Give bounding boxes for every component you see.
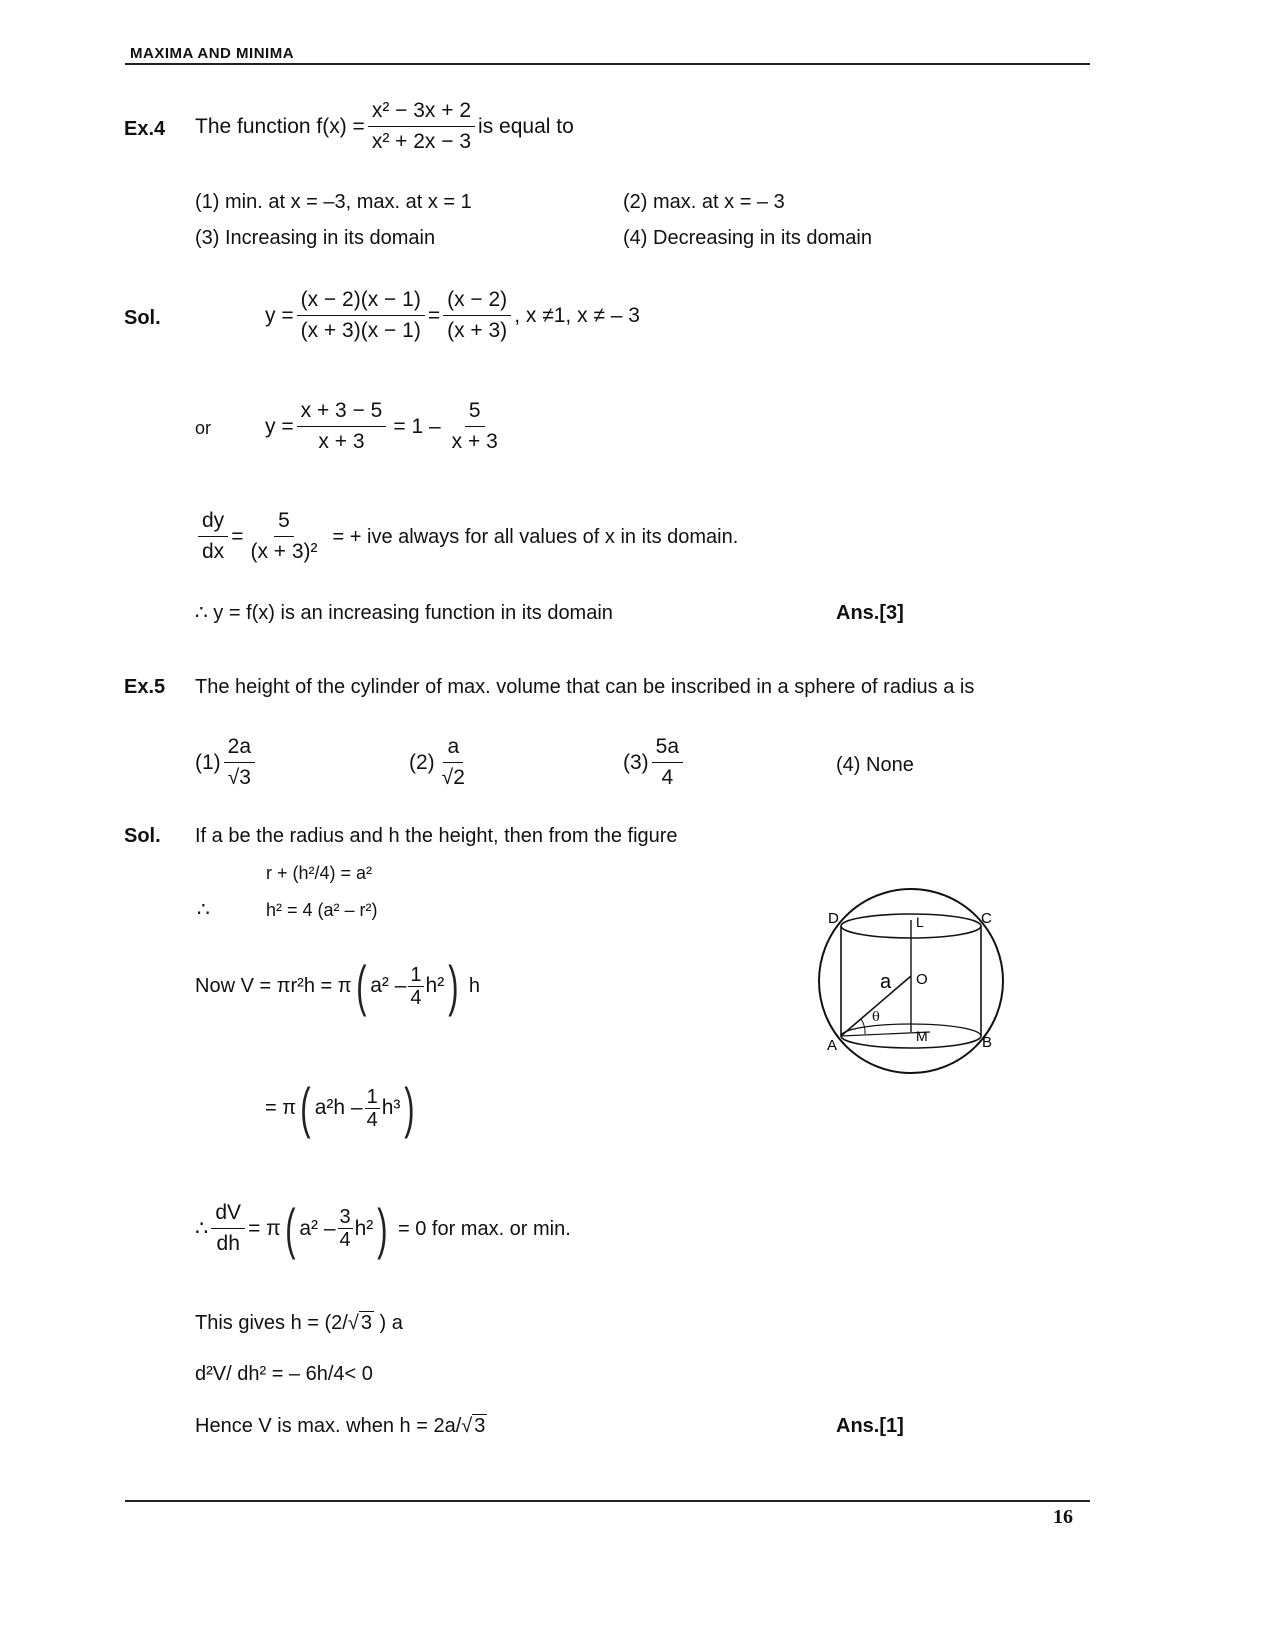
expanded-quarter-fraction bbox=[365, 1086, 380, 1131]
derivative-den: (x + 3)² bbox=[250, 540, 318, 563]
volume-quarter-num: 1 bbox=[410, 963, 422, 986]
sol4-fraction-4-num: 5 bbox=[465, 398, 485, 427]
eq-pi: = π bbox=[265, 1097, 297, 1119]
sol4-derivative bbox=[195, 508, 738, 565]
ex4-option-3: (3) Increasing in its domain bbox=[195, 227, 436, 249]
ex5-opt3-den: 4 bbox=[661, 766, 674, 789]
ex4-option-4: (4) Decreasing in its domain bbox=[623, 227, 872, 249]
label-a-point: A bbox=[827, 1037, 838, 1054]
sphere-cylinder-figure bbox=[810, 880, 1020, 1080]
ex5-option-4: (4) None bbox=[836, 754, 914, 776]
dy-dx-fraction bbox=[198, 508, 228, 565]
ex5-opt2-num: a bbox=[443, 734, 463, 763]
volume-h2: h² bbox=[425, 974, 445, 997]
ex5-opt2-fraction bbox=[438, 734, 469, 791]
sol5-line-1: If a be the radius and h the height, then from the figure bbox=[195, 825, 678, 847]
ex5-option-1 bbox=[195, 734, 258, 791]
page-number: 16 bbox=[1053, 1506, 1073, 1528]
sol4-equals: = bbox=[427, 303, 441, 327]
sol5-line-2: r + (h²/4) = a² bbox=[266, 863, 373, 883]
theta-arc bbox=[861, 1019, 865, 1034]
ex5-option-2 bbox=[409, 734, 472, 791]
ex5-option-3 bbox=[623, 734, 686, 791]
label-b: B bbox=[982, 1034, 993, 1051]
hence-prefix: Hence V is max. when h = 2a/ bbox=[195, 1415, 462, 1437]
ex4-denominator: x² + 2x − 3 bbox=[371, 130, 472, 153]
sol4-fraction-1-den: (x + 3)(x − 1) bbox=[300, 319, 421, 342]
radius-ao bbox=[841, 976, 911, 1036]
left-paren: ( bbox=[300, 1076, 311, 1139]
expanded-a2h: a²h – bbox=[314, 1096, 363, 1119]
sol4-fraction-2-num: (x − 2) bbox=[443, 287, 511, 316]
ex4-question bbox=[195, 98, 574, 155]
ex5-opt1-fraction bbox=[224, 734, 255, 791]
dv-three-num: 3 bbox=[339, 1206, 351, 1228]
derivative-value-fraction bbox=[246, 508, 321, 565]
label-a-radius: a bbox=[880, 971, 892, 993]
sol4-fraction-1-num: (x − 2)(x − 1) bbox=[297, 287, 425, 316]
ex5-opt3-num: 5a bbox=[652, 734, 683, 763]
sol4-fraction-2-den: (x + 3) bbox=[447, 319, 508, 342]
cylinder-bottom-ellipse bbox=[841, 1036, 981, 1048]
volume-suffix-h: h bbox=[468, 975, 480, 997]
header-rule bbox=[125, 63, 1090, 65]
ex5-opt1-den: √3 bbox=[227, 766, 251, 789]
sol4-equation-2 bbox=[265, 398, 505, 455]
sol5-dv-dh bbox=[195, 1196, 571, 1260]
gives-radicand: 3 bbox=[360, 1312, 372, 1334]
label-o: O bbox=[916, 971, 928, 988]
footer-rule bbox=[125, 1500, 1090, 1502]
ex5-opt3-fraction bbox=[652, 734, 683, 791]
label-theta: θ bbox=[872, 1010, 880, 1025]
volume-quarter-fraction bbox=[408, 964, 423, 1009]
gives-suffix: ) a bbox=[379, 1312, 403, 1334]
ex5-opt1-label: (1) bbox=[195, 750, 221, 774]
page-header-title: MAXIMA AND MINIMA bbox=[130, 45, 295, 62]
sol4-y-eq-2: y = bbox=[265, 414, 294, 438]
sol4-y-eq: y = bbox=[265, 303, 294, 327]
ex4-suffix: is equal to bbox=[478, 114, 574, 138]
ex4-option-2: (2) max. at x = – 3 bbox=[623, 191, 785, 213]
sol4-fraction-3-den: x + 3 bbox=[318, 430, 365, 453]
dv-h2: h² bbox=[354, 1216, 374, 1240]
hence-radicand: 3 bbox=[474, 1415, 486, 1437]
dv-therefore: ∴ bbox=[195, 1216, 209, 1240]
sol4-fraction-3-num: x + 3 − 5 bbox=[297, 398, 387, 427]
left-paren: ( bbox=[284, 1196, 296, 1260]
sol4-label: Sol. bbox=[124, 307, 161, 329]
sol4-fraction-4 bbox=[448, 398, 502, 455]
ex5-opt2-den: √2 bbox=[441, 766, 465, 789]
sol5-therefore-1: ∴ bbox=[197, 899, 210, 921]
label-c: C bbox=[981, 910, 992, 927]
dv-three-quarter-fraction bbox=[338, 1206, 353, 1251]
volume-prefix: Now V = πr²h = π bbox=[195, 975, 352, 997]
sol5-second-derivative: d²V/ dh² = – 6h/4< 0 bbox=[195, 1363, 373, 1385]
sol4-fraction-4-den: x + 3 bbox=[451, 430, 498, 453]
derivative-num: 5 bbox=[274, 508, 294, 537]
sol5-label: Sol. bbox=[124, 825, 161, 847]
ex5-prompt: The height of the cylinder of max. volume that can be inscribed in a sphere of radius a is bbox=[195, 676, 975, 698]
dv-eq-pi: = π bbox=[248, 1216, 281, 1240]
sol4-conclusion: ∴ y = f(x) is an increasing function in its domain bbox=[195, 602, 613, 624]
sol4-equation-1 bbox=[265, 287, 640, 344]
ex5-label: Ex.5 bbox=[124, 676, 166, 698]
sol5-line-3: h² = 4 (a² – r²) bbox=[266, 900, 378, 920]
left-paren: ( bbox=[355, 954, 367, 1017]
derivative-equals: = bbox=[231, 524, 244, 548]
label-l: L bbox=[916, 914, 924, 930]
sol4-fraction-2 bbox=[443, 287, 511, 344]
dx-den: dx bbox=[202, 540, 225, 563]
dv-four-den: 4 bbox=[339, 1229, 351, 1251]
ex5-opt3-label: (3) bbox=[623, 750, 649, 774]
volume-a2: a² – bbox=[370, 974, 407, 997]
sol4-one-minus: = 1 – bbox=[393, 414, 441, 438]
sol5-gives bbox=[195, 1311, 403, 1335]
dv-suffix: = 0 for max. or min. bbox=[397, 1217, 571, 1240]
volume-quarter-den: 4 bbox=[410, 986, 422, 1009]
dv-num: dV bbox=[211, 1200, 245, 1229]
sol4-answer: Ans.[3] bbox=[836, 602, 904, 624]
ex4-option-1: (1) min. at x = –3, max. at x = 1 bbox=[195, 191, 472, 213]
sol5-volume-expanded bbox=[265, 1076, 419, 1139]
gives-prefix: This gives h = (2/ bbox=[195, 1312, 348, 1334]
dv-a2: a² – bbox=[299, 1216, 336, 1240]
sol4-fraction-3 bbox=[297, 398, 387, 455]
expanded-quarter-den: 4 bbox=[366, 1108, 378, 1131]
hence-sqrt: √ 3 bbox=[461, 1415, 486, 1437]
right-paren: ) bbox=[404, 1076, 415, 1139]
label-d: D bbox=[828, 910, 839, 927]
gives-sqrt: √ 3 bbox=[347, 1312, 372, 1334]
label-m: M bbox=[916, 1028, 928, 1044]
right-paren: ) bbox=[377, 1196, 388, 1260]
ex4-numerator: x² − 3x + 2 bbox=[368, 98, 475, 127]
sol5-volume-expression bbox=[195, 954, 480, 1017]
ex5-opt2-label: (2) bbox=[409, 750, 435, 774]
ex4-label: Ex.4 bbox=[124, 118, 166, 140]
sol4-or: or bbox=[195, 418, 212, 438]
ex4-fraction bbox=[368, 98, 475, 155]
sol4-fraction-1 bbox=[297, 287, 425, 344]
sol4-domain-condition: , x ≠1, x ≠ – 3 bbox=[514, 303, 640, 327]
dy-num: dy bbox=[198, 508, 228, 537]
ex4-prompt: The function f(x) = bbox=[195, 114, 365, 138]
dv-dh-fraction bbox=[211, 1200, 245, 1257]
derivative-text: = + ive always for all values of x in its domain. bbox=[332, 525, 739, 548]
dh-den: dh bbox=[216, 1232, 240, 1255]
sol5-hence bbox=[195, 1414, 487, 1438]
ex5-opt1-num: 2a bbox=[224, 734, 255, 763]
expanded-quarter-num: 1 bbox=[366, 1085, 378, 1108]
sol5-answer: Ans.[1] bbox=[836, 1415, 904, 1437]
expanded-h3: h³ bbox=[381, 1096, 401, 1119]
right-paren: ) bbox=[448, 954, 459, 1017]
